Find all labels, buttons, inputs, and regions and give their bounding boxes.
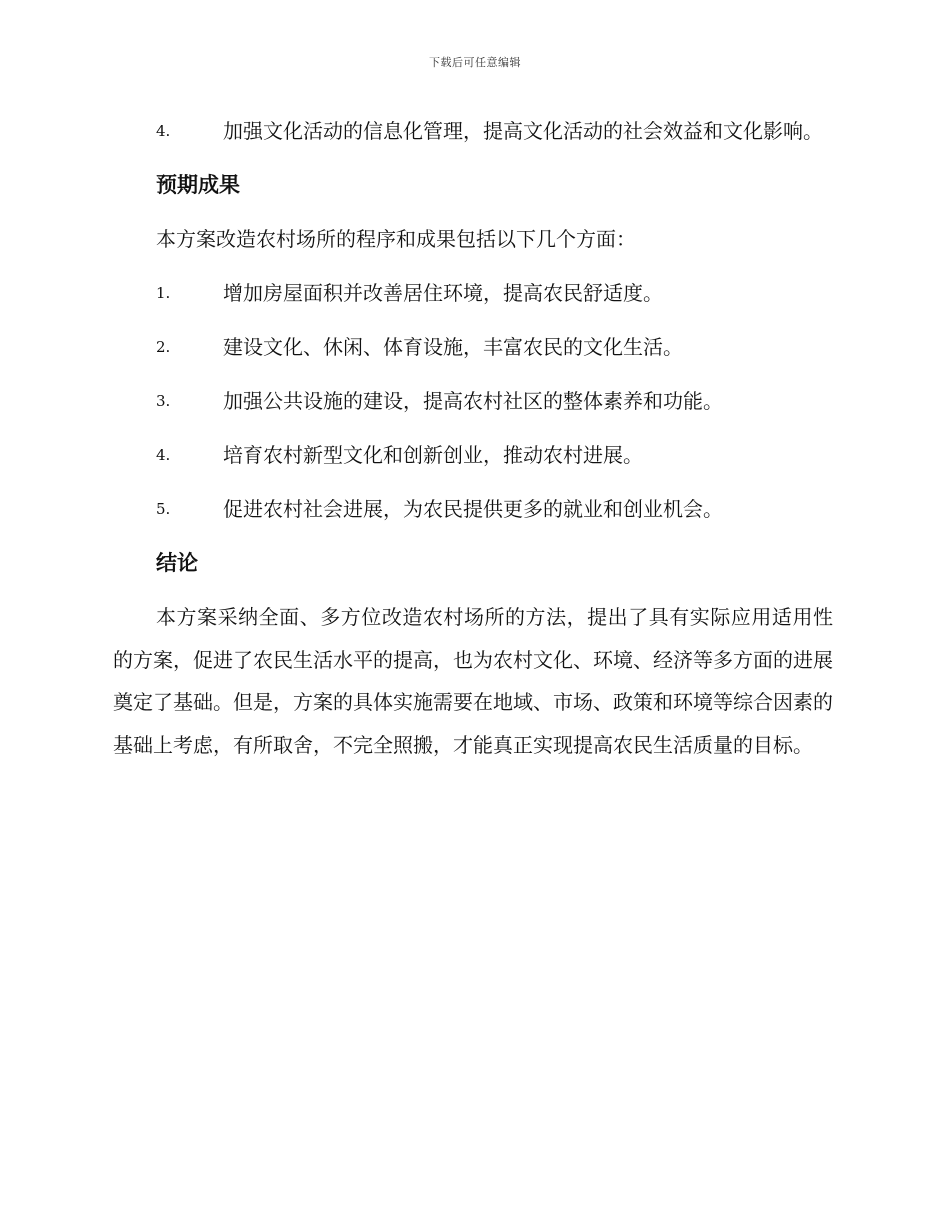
list-item-number: 4. [156, 446, 171, 464]
list-item-number: 2. [156, 338, 171, 356]
list-item [113, 326, 833, 368]
list-item [113, 272, 833, 314]
list-item-number: 3. [156, 392, 171, 410]
list-item [113, 380, 833, 422]
list-item-number: 4. [156, 122, 171, 140]
header-note: 下载后可任意编辑 [429, 56, 521, 69]
list-item [113, 434, 833, 476]
list-item-text: 加强公共设施的建设，提高农村社区的整体素养和功能。 [223, 389, 723, 413]
document-body [113, 110, 833, 766]
list-item-text: 促进农村社会进展，为农民提供更多的就业和创业机会。 [223, 497, 723, 521]
section-heading-expected-results: 预期成果 [156, 173, 240, 197]
list-item-text: 培育农村新型文化和创新创业，推动农村进展。 [223, 443, 643, 467]
list-item [113, 488, 833, 530]
list-item-number: 5. [156, 500, 171, 518]
section-heading-conclusion: 结论 [156, 551, 198, 575]
list-item-number: 1. [156, 284, 171, 302]
list-item-text: 加强文化活动的信息化管理，提高文化活动的社会效益和文化影响。 [223, 119, 823, 143]
conclusion-paragraph: 本方案采纳全面、多方位改造农村场所的方法，提出了具有实际应用适用性的方案，促进了农民生活水平的提高，也为农村文化、环境、经济等多方面的进展奠定了基础。但是，方案的具体实施需要在地域、市场、政策和环境等综合因素的基础上考虑，有所取舍，不完全照搬，才能真正实现提高农民生活质量的目标。 [113, 605, 833, 757]
list-item-text: 建设文化、休闲、体育设施，丰富农民的文化生活。 [223, 335, 683, 359]
list-item-text: 增加房屋面积并改善居住环境，提高农民舒适度。 [223, 281, 663, 305]
section-intro-paragraph: 本方案改造农村场所的程序和成果包括以下几个方面： [156, 227, 636, 251]
list-item [113, 110, 833, 152]
